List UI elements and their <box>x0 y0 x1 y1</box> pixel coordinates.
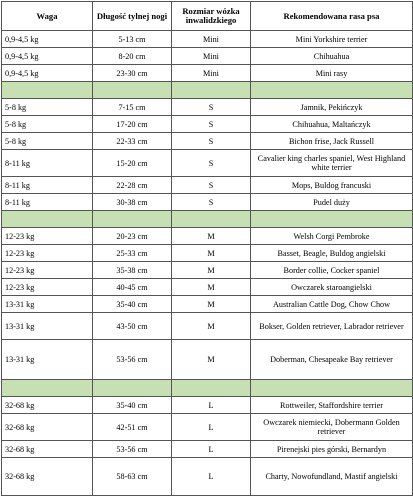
cell-rozmiar: S <box>172 194 251 211</box>
size-table <box>1 1 413 496</box>
header-dlugosc: Długość tylnej nogi <box>93 2 172 31</box>
cell-rozmiar: M <box>172 296 251 313</box>
table-row <box>2 133 413 150</box>
cell-dlugosc: 7-15 cm <box>93 99 172 116</box>
header-row <box>2 2 413 31</box>
cell-waga: 13-31 kg <box>2 313 93 340</box>
table-row <box>2 262 413 279</box>
cell-dlugosc: 40-45 cm <box>93 279 172 296</box>
cell-rozmiar: M <box>172 313 251 340</box>
table-row <box>2 313 413 340</box>
table-row <box>2 177 413 194</box>
cell-rasa: Australian Cattle Dog, Chow Chow <box>251 296 413 313</box>
table-row <box>2 340 413 380</box>
cell-rozmiar: S <box>172 99 251 116</box>
cell-waga: 32-68 kg <box>2 441 93 458</box>
cell-rasa: Bichon frise, Jack Russell <box>251 133 413 150</box>
cell-rozmiar: S <box>172 177 251 194</box>
cell-dlugosc: 25-33 cm <box>93 245 172 262</box>
cell-waga: 13-31 kg <box>2 296 93 313</box>
cell-waga: 12-23 kg <box>2 245 93 262</box>
cell-rozmiar: L <box>172 458 251 496</box>
cell-rasa: Pirenejski pies górski, Bernardyn <box>251 441 413 458</box>
header-rozmiar: Rozmiar wózka inwalidzkiego <box>172 2 251 31</box>
cell-rasa: Doberman, Chesapeake Bay retriever <box>251 340 413 380</box>
cell-dlugosc: 35-40 cm <box>93 397 172 414</box>
cell-rasa: Chihuahua, Maltańczyk <box>251 116 413 133</box>
cell-waga: 32-68 kg <box>2 414 93 441</box>
cell-dlugosc: 17-20 cm <box>93 116 172 133</box>
cell-rozmiar: L <box>172 397 251 414</box>
cell-rasa: Mini Yorkshire terrier <box>251 31 413 48</box>
cell-dlugosc: 22-28 cm <box>93 177 172 194</box>
separator-row <box>2 211 413 228</box>
cell-rozmiar: Mini <box>172 65 251 82</box>
table-row <box>2 31 413 48</box>
table-row <box>2 116 413 133</box>
cell-rozmiar: Mini <box>172 48 251 65</box>
cell-waga: 12-23 kg <box>2 228 93 245</box>
table-row <box>2 48 413 65</box>
cell-rasa: Chihuahua <box>251 48 413 65</box>
cell-dlugosc: 42-51 cm <box>93 414 172 441</box>
cell-dlugosc: 53-56 cm <box>93 340 172 380</box>
cell-rozmiar: M <box>172 340 251 380</box>
cell-dlugosc: 35-40 cm <box>93 296 172 313</box>
cell-waga: 8-11 kg <box>2 194 93 211</box>
cell-waga: 0,9-4,5 kg <box>2 31 93 48</box>
cell-rozmiar: M <box>172 245 251 262</box>
cell-waga: 0,9-4,5 kg <box>2 48 93 65</box>
cell-dlugosc: 35-38 cm <box>93 262 172 279</box>
header-waga: Waga <box>2 2 93 31</box>
separator-row <box>2 380 413 397</box>
cell-dlugosc: 23-30 cm <box>93 65 172 82</box>
cell-dlugosc: 22-33 cm <box>93 133 172 150</box>
table-row <box>2 228 413 245</box>
cell-dlugosc: 43-50 cm <box>93 313 172 340</box>
table-row <box>2 441 413 458</box>
cell-waga: 5-8 kg <box>2 99 93 116</box>
table-row <box>2 397 413 414</box>
cell-rozmiar: S <box>172 150 251 177</box>
cell-waga: 12-23 kg <box>2 262 93 279</box>
cell-rasa: Border collie, Cocker spaniel <box>251 262 413 279</box>
cell-rozmiar: Mini <box>172 31 251 48</box>
cell-rozmiar: M <box>172 262 251 279</box>
cell-waga: 5-8 kg <box>2 133 93 150</box>
cell-waga: 32-68 kg <box>2 397 93 414</box>
cell-dlugosc: 53-56 cm <box>93 441 172 458</box>
cell-rasa: Owczarek niemiecki, Dobermann Golden retriever <box>251 414 413 441</box>
table-row <box>2 99 413 116</box>
cell-rasa: Jamnik, Pekińczyk <box>251 99 413 116</box>
table-row <box>2 279 413 296</box>
header-rasa: Rekomendowana rasa psa <box>251 2 413 31</box>
cell-rasa: Pudel duży <box>251 194 413 211</box>
separator-row <box>2 82 413 99</box>
cell-waga: 12-23 kg <box>2 279 93 296</box>
cell-waga: 32-68 kg <box>2 458 93 496</box>
cell-rozmiar: S <box>172 133 251 150</box>
cell-waga: 13-31 kg <box>2 340 93 380</box>
cell-dlugosc: 58-63 cm <box>93 458 172 496</box>
cell-rozmiar: M <box>172 279 251 296</box>
table-row <box>2 150 413 177</box>
table-row <box>2 245 413 262</box>
cell-rozmiar: S <box>172 116 251 133</box>
cell-rozmiar: L <box>172 441 251 458</box>
cell-rasa: Mops, Buldog francuski <box>251 177 413 194</box>
cell-rozmiar: L <box>172 414 251 441</box>
cell-waga: 8-11 kg <box>2 150 93 177</box>
table-row <box>2 414 413 441</box>
cell-dlugosc: 30-38 cm <box>93 194 172 211</box>
cell-rasa: Rottweiler, Staffordshire terrier <box>251 397 413 414</box>
cell-waga: 8-11 kg <box>2 177 93 194</box>
table-row <box>2 296 413 313</box>
cell-rasa: Welsh Corgi Pembroke <box>251 228 413 245</box>
table-row <box>2 65 413 82</box>
cell-dlugosc: 5-13 cm <box>93 31 172 48</box>
cell-dlugosc: 8-20 cm <box>93 48 172 65</box>
cell-rasa: Charty, Nowofundland, Mastif angielski <box>251 458 413 496</box>
cell-rasa: Cavalier king charles spaniel, West Highland white terrier <box>251 150 413 177</box>
cell-rasa: Bokser, Golden retriever, Labrador retriever <box>251 313 413 340</box>
cell-dlugosc: 20-23 cm <box>93 228 172 245</box>
table-row <box>2 458 413 496</box>
cell-rozmiar: M <box>172 228 251 245</box>
table-row <box>2 194 413 211</box>
cell-waga: 5-8 kg <box>2 116 93 133</box>
cell-rasa: Mini rasy <box>251 65 413 82</box>
cell-dlugosc: 15-20 cm <box>93 150 172 177</box>
cell-waga: 0,9-4,5 kg <box>2 65 93 82</box>
cell-rasa: Basset, Beagle, Buldog angielski <box>251 245 413 262</box>
cell-rasa: Owczarek staroangielski <box>251 279 413 296</box>
